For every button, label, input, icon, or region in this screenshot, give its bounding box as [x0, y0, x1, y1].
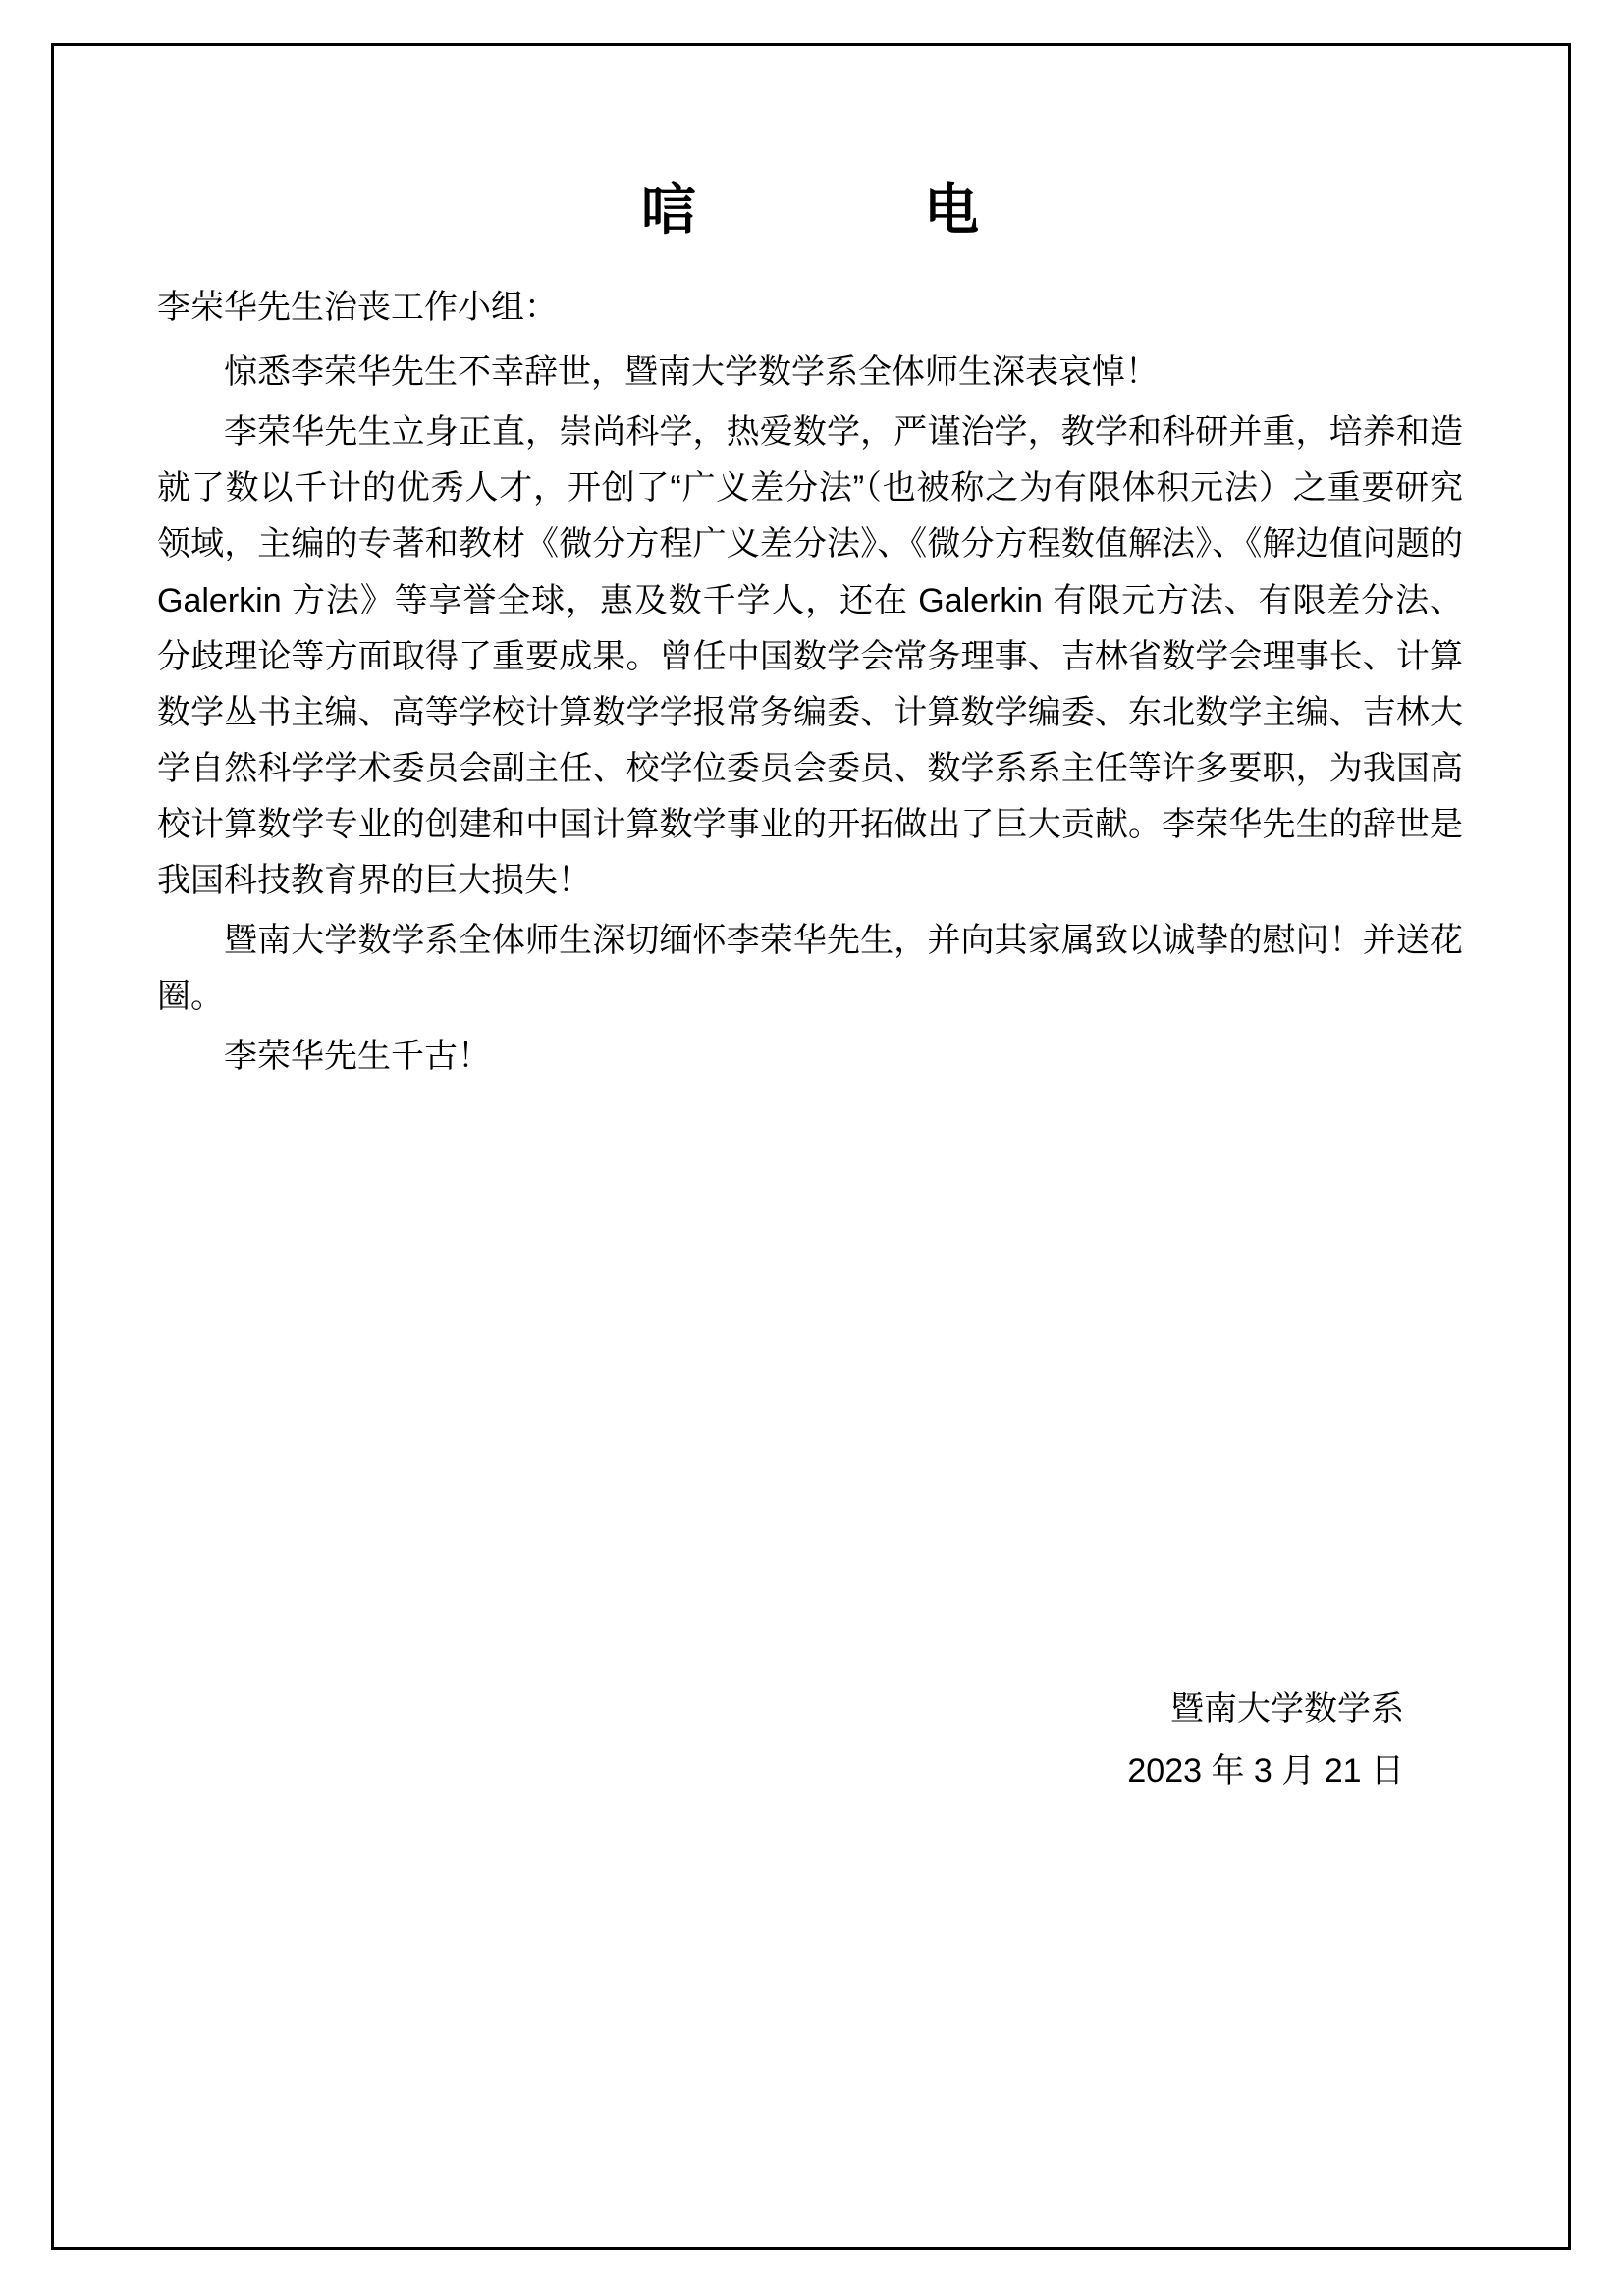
page-title: 唁 电: [641, 179, 1018, 240]
body-paragraph-3: 暨南大学数学系全体师生深切缅怀李荣华先生，并向其家属致以诚挚的慰问！并送花圈。: [157, 922, 1463, 1016]
signature-organization: 暨南大学数学系: [1170, 1690, 1404, 1728]
salutation-line: 李荣华先生治丧工作小组：: [157, 289, 558, 326]
signature-block: [157, 1679, 1463, 1802]
document-content: [157, 118, 1463, 1090]
body-paragraph-4: 李荣华先生千古！: [224, 1038, 491, 1076]
body-paragraph-2: 李荣华先生立身正直，崇尚科学，热爱数学，严谨治学，教学和科研并重，培养和造就了数以千计的优秀人才，开创了“广义差分法”（也被称之为有限体积元法）之重要研究领域，主编的专著和教材《微分方程广义差分法》、《微分方程数值解法》、《解边值问题的 Galerkin 方法》等享誉全球，惠及数千学人，还在 Galerkin 有限元方法、有限差分法、分歧理论等方面取得了重要成果。曾任中国数学会常务理事、吉林省数学会理事长、计算数学丛书主编、高等学校计算数学学报常务编委、计算数学编委、东北数学主编、吉林大学自然科学学术委员会副主任、校学位委员会委员、数学系系主任等许多要职，为我国高校计算数学专业的创建和中国计算数学事业的开拓做出了巨大贡献。李荣华先生的辞世是我国科技教育界的巨大损失！: [157, 413, 1463, 900]
signature-date: 2023 年 3 月 21 日: [1127, 1751, 1404, 1789]
body-paragraph-1: 惊悉李荣华先生不幸辞世，暨南大学数学系全体师生深表哀悼！: [224, 353, 1159, 392]
